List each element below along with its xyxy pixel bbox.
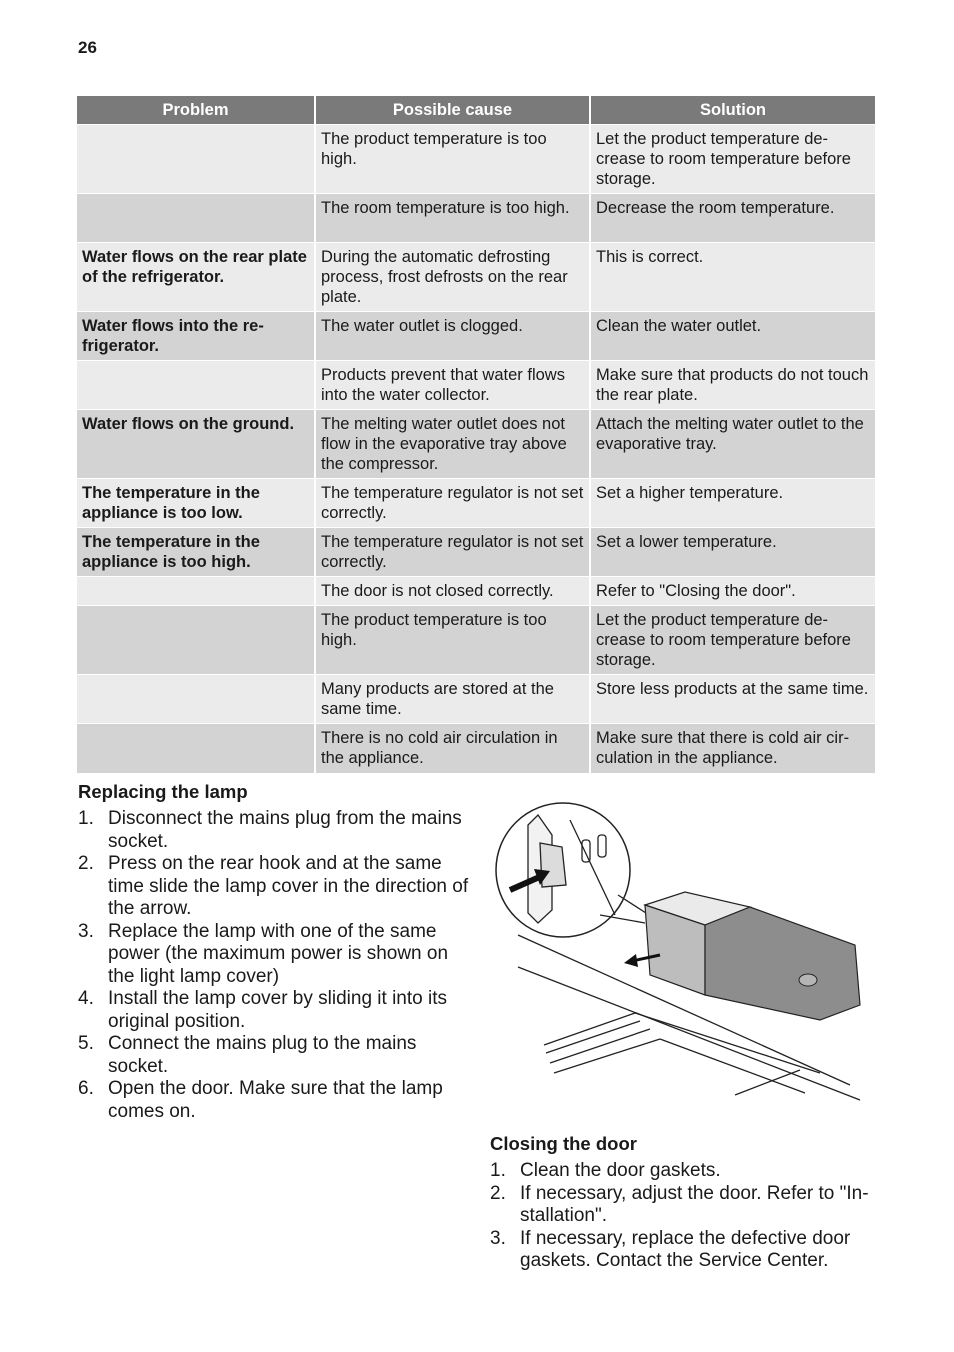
problem-cell: The temperature in the appliance is too high. [77,528,315,577]
cause-cell: Many products are stored at the same time. [315,675,590,724]
table-row [77,125,875,194]
step-number: 6. [78,1078,94,1099]
table-row [77,243,875,312]
step-number: 3. [490,1227,506,1249]
cause-cell: The melting water outlet does not flow in the evaporative tray above the compressor. [315,410,590,479]
table-row [77,194,875,243]
list-item [490,1228,878,1273]
list-item [490,1160,878,1183]
step-number: 4. [78,988,94,1009]
step-text: Clean the door gaskets. [520,1160,721,1181]
table-row [77,577,875,606]
step-number: 2. [490,1182,506,1204]
lamp-cover-illustration [490,795,875,1110]
step-number: 3. [78,920,94,942]
step-text: Connect the mains plug to the mains socket. [108,1033,417,1077]
bracket-edge [570,820,615,915]
step-text: Replace the lamp with one of the same power (the maximum power is shown on the light lamp cover) [108,920,449,987]
step-number: 1. [78,808,94,829]
problem-cell [77,194,315,243]
header-possible-cause: Possible cause [315,96,590,125]
shelf-line [660,1039,805,1093]
header-solution: Solution [590,96,875,125]
cause-cell: The door is not closed correctly. [315,577,590,606]
list-item [78,921,470,989]
problem-cell: Water flows on the ground. [77,410,315,479]
step-number: 2. [78,853,94,874]
cause-cell: The temperature regulator is not set correctly. [315,479,590,528]
problem-cell [77,125,315,194]
replacing-lamp-title: Replacing the lamp [78,781,248,802]
solution-cell: Let the product temperature de-crease to room temperature before storage. [590,606,875,675]
page-number: 26 [78,38,97,57]
slot-detail [598,835,606,857]
step-text: Open the door. Make sure that the lamp comes on. [108,1078,443,1122]
problem-cell [77,361,315,410]
cause-cell: During the automatic defrosting process, frost defrosts on the rear plate. [315,243,590,312]
step-text: If necessary, replace the defective door gaskets. Contact the Service Center. [520,1227,851,1271]
callout-line [618,895,646,913]
solution-cell: Store less products at the same time. [590,675,875,724]
solution-cell: Refer to "Closing the door". [590,577,875,606]
closing-door-title: Closing the door [490,1133,637,1154]
solution-cell: Set a higher temperature. [590,479,875,528]
table-row [77,361,875,410]
list-item [78,1033,470,1078]
step-number: 1. [490,1160,506,1181]
problem-cell [77,724,315,773]
troubleshooting-table [77,96,875,773]
header-problem: Problem [77,96,315,125]
cause-cell: The product temperature is too high. [315,606,590,675]
lamp-cover [645,892,860,1020]
cause-cell: The product temperature is too high. [315,125,590,194]
solution-cell: This is correct. [590,243,875,312]
table-header-row [77,96,875,125]
closing-door-steps [490,1160,878,1273]
shelf-line [544,1013,635,1045]
list-item [78,988,470,1033]
problem-cell [77,606,315,675]
solution-cell: Attach the melting water outlet to the evaporative tray. [590,410,875,479]
problem-cell: Water flows into the re-frigerator. [77,312,315,361]
step-text: If necessary, adjust the door. Refer to "In-stallation". [520,1182,869,1226]
problem-cell [77,577,315,606]
table-row [77,606,875,675]
list-item [78,853,470,921]
table-row [77,410,875,479]
solution-cell: Make sure that there is cold air cir-culation in the appliance. [590,724,875,773]
cause-cell: There is no cold air circulation in the appliance. [315,724,590,773]
problem-cell [77,675,315,724]
list-item [78,808,470,853]
solution-cell: Make sure that products do not touch the rear plate. [590,361,875,410]
step-text: Press on the rear hook and at the same time slide the lamp cover in the direction of the arrow. [108,853,469,919]
shelf-line [735,1070,800,1095]
table-row [77,479,875,528]
step-text: Install the lamp cover by sliding it into its original position. [108,988,447,1032]
cause-cell: The room temperature is too high. [315,194,590,243]
replacing-lamp-steps [78,808,470,1123]
solution-cell: Set a lower temperature. [590,528,875,577]
callout-line [600,915,645,923]
list-item [490,1183,878,1228]
table-row [77,724,875,773]
step-number: 5. [78,1033,94,1054]
table-row [77,312,875,361]
solution-cell: Decrease the room temperature. [590,194,875,243]
cause-cell: The temperature regulator is not set correctly. [315,528,590,577]
table-row [77,675,875,724]
problem-cell: The temperature in the appliance is too low. [77,479,315,528]
step-text: Disconnect the mains plug from the mains socket. [108,808,462,852]
lamp-hook [540,843,566,887]
problem-cell: Water flows on the rear plate of the refrigerator. [77,243,315,312]
cause-cell: Products prevent that water flows into the water collector. [315,361,590,410]
list-item [78,1078,470,1123]
cause-cell: The water outlet is clogged. [315,312,590,361]
table-row [77,528,875,577]
solution-cell: Clean the water outlet. [590,312,875,361]
solution-cell: Let the product temperature de-crease to room temperature before storage. [590,125,875,194]
